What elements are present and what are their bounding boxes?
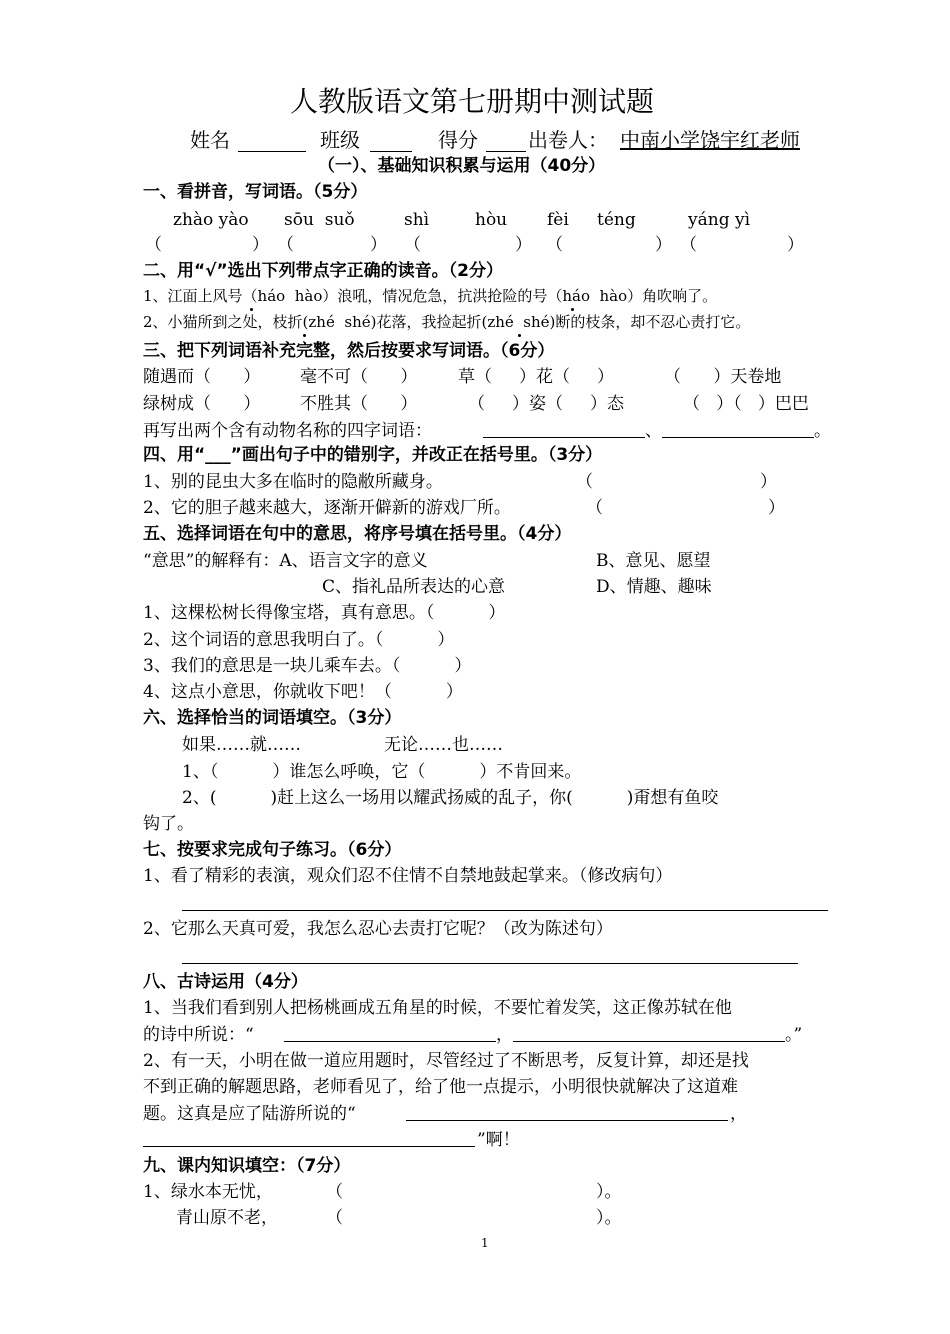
answer-blank[interactable]: [143, 1146, 475, 1147]
answer-blank[interactable]: [483, 437, 645, 438]
pinyin-6: téng: [597, 210, 636, 230]
page-number: 1: [481, 1236, 489, 1250]
page-title: 人教版语文第七册期中测试题: [290, 85, 655, 118]
s3-end: 。: [814, 421, 831, 441]
bracket-open: （: [326, 1208, 343, 1228]
idiom: 随遇而（ ）: [143, 367, 261, 387]
bracket-open: （: [326, 1182, 343, 1202]
bracket-open: （: [576, 472, 593, 492]
author-name: 中南小学饶宇红老师: [620, 128, 800, 152]
answer-blank[interactable]: [513, 1041, 785, 1042]
s6-q2: 2、( )赶上这么一场用以耀武扬威的乱子，你( )甭想有鱼咬: [182, 788, 719, 808]
s8-q2-l2: 不到正确的解题思路，老师看见了，给了他一点提示，小明很快就解决了这道难: [143, 1077, 738, 1097]
bracket-close: ）。: [596, 1208, 622, 1228]
idiom: （ ）天卷地: [664, 367, 782, 387]
s7-q2: 2、它那么天真可爱，我怎么忍心去责打它呢？（改为陈述句）: [143, 919, 613, 939]
idiom: 草（ ）花（ ）: [458, 367, 615, 387]
section1-heading: 一、看拼音，写词语。（5分）: [143, 182, 368, 202]
emphasis-dot: [571, 308, 574, 311]
idiom: 绿树成（ ）: [143, 394, 261, 414]
bracket-open: （: [145, 235, 162, 255]
section5-heading: 五、选择词语在句中的意思，将序号填在括号里。（4分）: [143, 524, 572, 544]
bracket-close: ）: [760, 472, 777, 492]
section3-heading: 三、把下列词语补充完整，然后按要求写词语。（6分）: [143, 341, 555, 361]
s7-q1: 1、看了精彩的表演，观众们忍不住情不自禁地鼓起掌来。（修改病句）: [143, 866, 673, 886]
bracket-close: ）: [370, 235, 387, 255]
s8-q1-mid: ，: [496, 1025, 513, 1045]
s8-q1-pre: 的诗中所说：“: [143, 1025, 254, 1045]
s5-q2: 2、这个词语的意思我明白了。（ ）: [143, 630, 455, 650]
section4-heading: 四、用“___”画出句子中的错别字，并改正在括号里。（3分）: [143, 445, 603, 465]
s5-q4: 4、这点小意思，你就收下吧！（ ）: [143, 682, 463, 702]
bracket-open: （: [404, 235, 421, 255]
bracket-open: （: [586, 498, 603, 518]
emphasis-dot: [303, 334, 306, 337]
answer-line[interactable]: [182, 963, 798, 964]
idiom: 毫不可（ ）: [300, 367, 418, 387]
bracket-open: （: [277, 235, 294, 255]
score-blank[interactable]: [486, 151, 526, 152]
bracket-close: ）: [768, 498, 785, 518]
bracket-close: ）: [515, 235, 532, 255]
pinyin-7: yáng yì: [688, 210, 751, 230]
s8-q1: 1、当我们看到别人把杨桃画成五角星的时候，不要忙着发笑，这正像苏轼在他: [143, 998, 732, 1018]
s4-q1: 1、别的昆虫大多在临时的隐敝所藏身。: [143, 472, 443, 492]
class-label: 班级: [320, 128, 360, 152]
bracket-close: ）。: [596, 1182, 622, 1202]
s8-q1-end: 。”: [785, 1025, 803, 1045]
s5-option-d: D、情趣、趣味: [596, 577, 712, 597]
idiom: （ ）姿（ ）态: [468, 394, 625, 414]
s3-sep: 、: [645, 421, 662, 441]
idiom: 不胜其（ ）: [300, 394, 418, 414]
bracket-open: （: [680, 235, 697, 255]
bracket-close: ）: [787, 235, 804, 255]
idiom: （ ）（ ）巴巴: [683, 394, 809, 414]
emphasis-dot: [518, 334, 521, 337]
s8-q2-l1: 2、有一天，小明在做一道应用题时，尽管经过了不断思考，反复计算，却还是找: [143, 1051, 749, 1071]
section8-heading: 八、古诗运用（4分）: [143, 972, 308, 992]
s5-q3: 3、我们的意思是一块儿乘车去。（ ）: [143, 656, 472, 676]
s6-q2-cont: 钩了。: [143, 814, 194, 834]
s5-q1: 1、这棵松树长得像宝塔，真有意思。（ ）: [143, 603, 506, 623]
s6-word2: 无论……也……: [384, 735, 503, 755]
s5-intro: “意思”的解释有：A、语言文字的意义: [143, 551, 428, 571]
answer-blank[interactable]: [284, 1041, 496, 1042]
s4-q2: 2、它的胆子越来越大，逐渐开僻新的游戏厂所。: [143, 498, 511, 518]
author-label: 出卷人：: [528, 128, 608, 152]
s8-q2-l3: 题。这真是应了陆游所说的“: [143, 1104, 356, 1124]
bracket-close: ）: [252, 235, 269, 255]
answer-blank[interactable]: [662, 437, 814, 438]
section9-heading: 九、课内知识填空：（7分）: [143, 1156, 351, 1176]
pinyin-3: shì: [404, 210, 430, 230]
section7-heading: 七、按要求完成句子练习。（6分）: [143, 840, 402, 860]
s5-option-b: B、意见、愿望: [596, 551, 711, 571]
pinyin-5: fèi: [547, 210, 569, 230]
section2-heading: 二、用“√”选出下列带点字正确的读音。（2分）: [143, 261, 504, 281]
bracket-open: （: [546, 235, 563, 255]
s6-word1: 如果……就……: [182, 735, 301, 755]
s2-line1: 1、江面上风号（háo hào）浪吼，情况危急，抗洪抢险的号（háo hào）角吹响了。: [143, 287, 718, 305]
s3-prompt: 再写出两个含有动物名称的四字词语：: [143, 421, 432, 441]
name-label: 姓名: [190, 128, 230, 152]
part-heading: （一）、基础知识积累与运用（40分）: [318, 156, 606, 176]
s9-line2: 青山原不老，: [176, 1208, 278, 1228]
name-blank[interactable]: [238, 151, 306, 152]
s5-option-c: C、指礼品所表达的心意: [322, 577, 506, 597]
answer-blank[interactable]: [406, 1120, 728, 1121]
pinyin-4: hòu: [475, 210, 508, 230]
emphasis-dot: [250, 308, 253, 311]
section6-heading: 六、选择恰当的词语填空。（3分）: [143, 708, 402, 728]
pinyin-2: sōu suǒ: [284, 210, 355, 230]
answer-line[interactable]: [182, 910, 828, 911]
s8-q2-comma: ，: [730, 1104, 747, 1124]
s2-line2: 2、小猫所到之处，枝折(zhé shé)花落，我捡起折(zhé shé)断的枝条，却不忍心责打它。: [143, 313, 751, 331]
s8-q2-end: ”啊！: [477, 1130, 520, 1150]
class-blank[interactable]: [370, 151, 412, 152]
bracket-close: ）: [655, 235, 672, 255]
s6-q1: 1、（ ）谁怎么呼唤，它（ ）不肯回来。: [182, 762, 582, 782]
s9-line1: 1、绿水本无忧，: [143, 1182, 273, 1202]
score-label: 得分: [438, 128, 478, 152]
pinyin-1: zhào yào: [173, 210, 249, 230]
